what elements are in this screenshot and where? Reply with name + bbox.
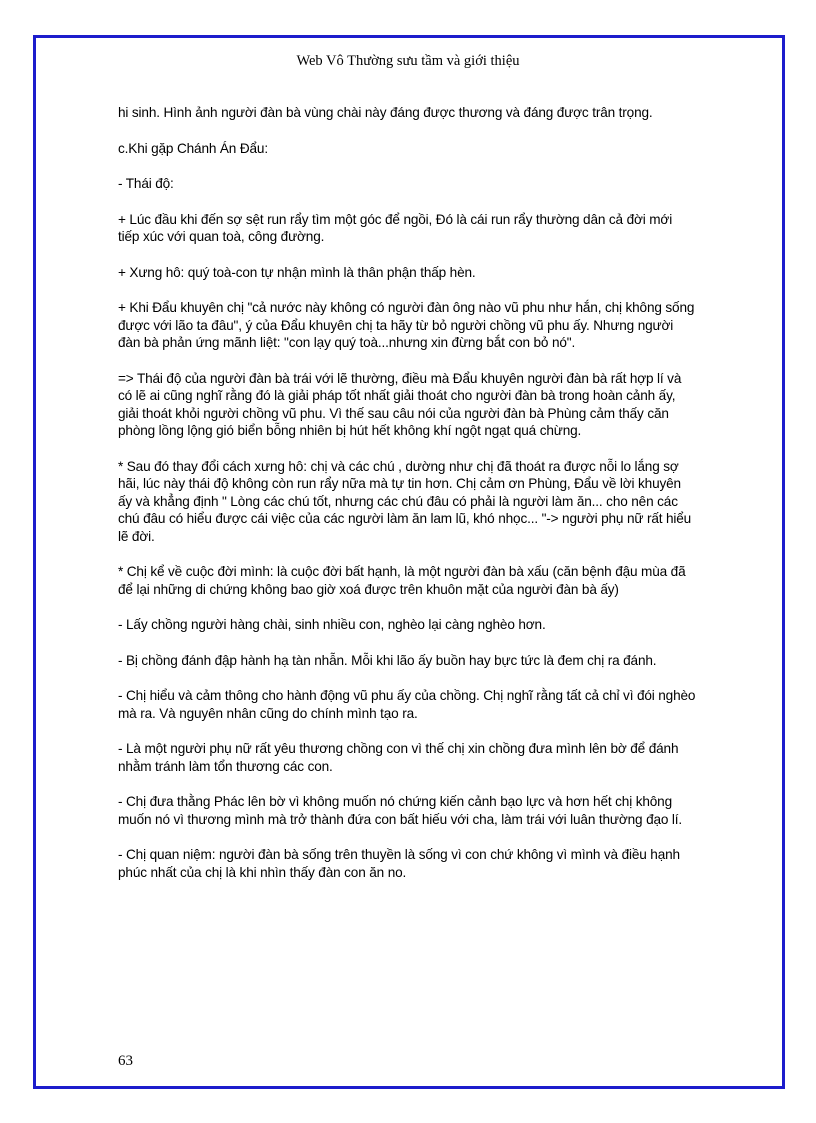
paragraph: - Chị đưa thằng Phác lên bờ vì không muốn nó chứng kiến cảnh bạo lực và hơn hết chị không muốn nó vì thương mình mà trở thành đứa con bất hiếu với cha, làm trái với luân thường đạo lí. bbox=[118, 794, 683, 827]
paragraph: * Sau đó thay đổi cách xưng hô: chị và các chú , dường như chị đã thoát ra được nỗi lo lắng sợ hãi, lúc này thái độ không còn run rẩy nữa mà tự tin hơn. Chị cảm ơn Phùng, Đẩu về lời khuyên ấy và khẳng định " Lòng các chú tốt, nhưng các chú đâu có phải là người làm ăn... cho nên các chú đâu có hiểu được cái việc của các người làm ăn lam lũ, khó nhọc... "-> người phụ nữ rất hiểu lẽ đời. bbox=[118, 458, 692, 544]
paragraph: hi sinh. Hình ảnh người đàn bà vùng chài này đáng được thương và đáng được trân trọng. bbox=[118, 105, 653, 120]
paragraph: + Xưng hô: quý toà-con tự nhận mình là thân phận thấp hèn. bbox=[118, 264, 476, 280]
page-header: Web Vô Thường sưu tầm và giới thiệu bbox=[296, 53, 520, 69]
paragraph: - Chị quan niệm: người đàn bà sống trên thuyền là sống vì con chứ không vì mình và điều hạnh phúc nhất của chị là khi nhìn thấy đàn con ăn no. bbox=[118, 847, 680, 880]
paragraph: - Chị hiểu và cảm thông cho hành động vũ phu ấy của chồng. Chị nghĩ rằng tất cả chỉ vì đói nghèo mà ra. Và nguyên nhân cũng do chính mình tạo ra. bbox=[118, 688, 696, 721]
paragraph: - Thái độ: bbox=[118, 176, 174, 191]
paragraph: - Bị chồng đánh đập hành hạ tàn nhẫn. Mỗi khi lão ấy buồn hay bực tức là đem chị ra đánh. bbox=[118, 652, 657, 668]
page-number: 63 bbox=[118, 1053, 133, 1069]
paragraph: * Chị kể về cuộc đời mình: là cuộc đời bất hạnh, là một người đàn bà xấu (căn bệnh đậu mùa đã để lại những di chứng không bao giờ xoá được trên khuôn mặt của người đàn bà ấy) bbox=[118, 564, 686, 597]
paragraph: + Lúc đầu khi đến sợ sệt run rẩy tìm một góc để ngồi, Đó là cái run rẩy thường dân cả đời mới tiếp xúc với quan toà, công đường. bbox=[118, 211, 673, 244]
paragraph: - Là một người phụ nữ rất yêu thương chồng con vì thế chị xin chồng đưa mình lên bờ để đánh nhằm tránh làm tổn thương các con. bbox=[118, 741, 679, 774]
paragraph: - Lấy chồng người hàng chài, sinh nhiều con, nghèo lại càng nghèo hơn. bbox=[118, 617, 546, 632]
paragraph: + Khi Đẩu khuyên chị "cả nước này không có người đàn ông nào vũ phu như hắn, chị không sống được với lão ta đâu", ý của Đẩu khuyên chị ta hãy từ bỏ người chồng vũ phu ấy. Nhưng người đàn bà phản ứng mãnh liệt: "con lạy quý toà...nhưng xin đừng bắt con bỏ nó". bbox=[118, 300, 695, 350]
paragraph: => Thái độ của người đàn bà trái với lẽ thường, điều mà Đẩu khuyên người đàn bà rất hợp lí và có lẽ ai cũng nghĩ rằng đó là giải pháp tốt nhất giải thoát cho người đàn bà trong hoàn cảnh ấy, giải thoát khỏi người chồng vũ phu. Vì thế sau câu nói của người đàn bà Phùng cảm thấy căn phòng lồng lộng gió biển bỗng nhiên bị hút hết không khí ngột ngạt quá chừng. bbox=[118, 370, 682, 438]
paragraph: c.Khi gặp Chánh Án Đẩu: bbox=[118, 140, 268, 156]
document-body bbox=[118, 104, 696, 899]
